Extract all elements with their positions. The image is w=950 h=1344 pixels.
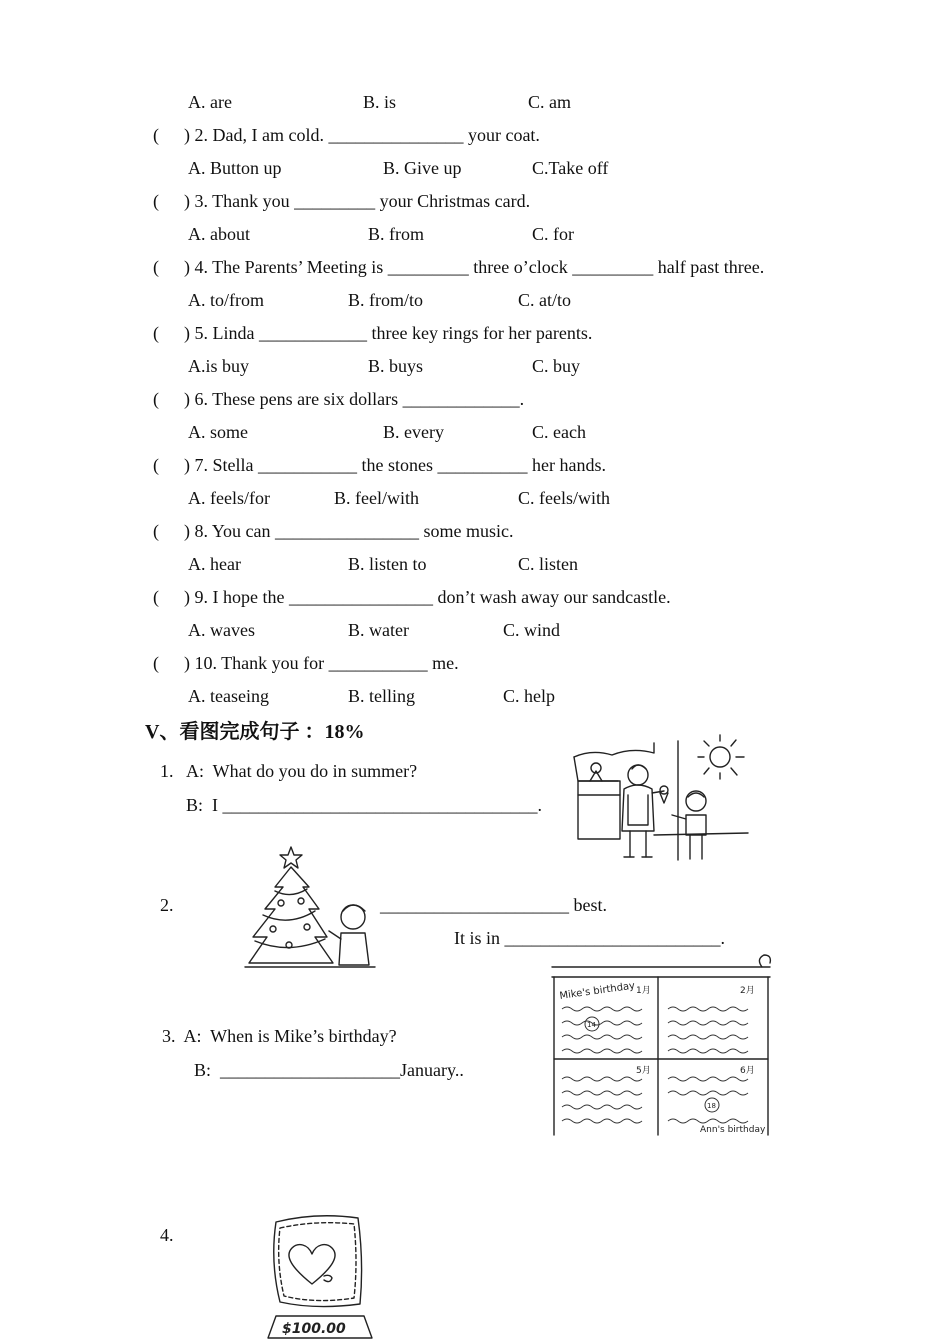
q10-option-c: C. help — [503, 686, 555, 706]
birthday-calendar-picture — [550, 955, 772, 1135]
q6-stem: ) 6. These pens are six dollars _____________. — [184, 389, 525, 409]
calendar-mike-label: Mike's birthday — [558, 980, 636, 1002]
q8-option-a: A. hear — [188, 554, 241, 574]
wallet-price-picture — [266, 1212, 376, 1342]
q2-option-b: B. Give up — [383, 158, 462, 178]
q7-option-b: B. feel/with — [334, 488, 419, 508]
q9-paren: ( — [153, 587, 159, 607]
q3-option-b: B. from — [368, 224, 424, 244]
q7-option-a: A. feels/for — [188, 488, 270, 508]
q1-option-c: C. am — [528, 92, 571, 112]
s5-q2-line1: _____________________ best. — [380, 895, 607, 915]
q5-option-c: C. buy — [532, 356, 581, 376]
q8-option-b: B. listen to — [348, 554, 427, 574]
q10-option-b: B. telling — [348, 686, 415, 706]
s5-q3-question: 3. A: When is Mike’s birthday? — [162, 1026, 397, 1046]
s5-q1-answer-line: B: I ___________________________________. — [186, 795, 543, 815]
calendar-month-6: 6月 — [740, 1066, 755, 1076]
q4-stem: ) 4. The Parents’ Meeting is _________ three o’clock _________ half past three. — [184, 257, 765, 277]
q5-option-b: B. buys — [368, 356, 424, 376]
q5-paren: ( — [153, 323, 159, 343]
q5-stem: ) 5. Linda ____________ three key rings for her parents. — [184, 323, 593, 343]
price-tag-label: $100.00 — [282, 1321, 346, 1337]
q1-option-a: A. are — [188, 92, 232, 112]
q6-option-b: B. every — [383, 422, 444, 442]
q4-option-b: B. from/to — [348, 290, 423, 310]
s5-q3-answer-line: B: ____________________January.. — [194, 1060, 464, 1080]
q2-option-c: C.Take off — [532, 158, 609, 178]
q6-paren: ( — [153, 389, 159, 409]
ice-cream-vendor-picture — [572, 735, 752, 865]
q9-option-b: B. water — [348, 620, 409, 640]
q6-option-c: C. each — [532, 422, 586, 442]
q3-stem: ) 3. Thank you _________ your Christmas card. — [184, 191, 531, 211]
s5-q2-number: 2. — [160, 895, 174, 915]
q10-option-a: A. teaseing — [188, 686, 269, 706]
calendar-mike-day: 14 — [587, 1021, 596, 1029]
q7-stem: ) 7. Stella ___________ the stones __________ her hands. — [184, 455, 606, 475]
q7-paren: ( — [153, 455, 159, 475]
calendar-month-2: 2月 — [740, 986, 755, 996]
q4-option-c: C. at/to — [518, 290, 571, 310]
q3-option-c: C. for — [532, 224, 574, 244]
q8-paren: ( — [153, 521, 159, 541]
calendar-month-5: 5月 — [636, 1066, 651, 1076]
q4-paren: ( — [153, 257, 159, 277]
q10-stem: ) 10. Thank you for ___________ me. — [184, 653, 459, 673]
s5-q2-line2: It is in ________________________. — [454, 928, 726, 948]
section-5-title: V、看图完成句子 ：18% — [145, 721, 365, 743]
s5-q4-number: 4. — [160, 1225, 174, 1245]
q8-stem: ) 8. You can ________________ some music. — [184, 521, 514, 541]
q3-paren: ( — [153, 191, 159, 211]
q9-option-a: A. waves — [188, 620, 255, 640]
q6-option-a: A. some — [188, 422, 248, 442]
q3-option-a: A. about — [188, 224, 250, 244]
q2-stem: ) 2. Dad, I am cold. _______________ your coat. — [184, 125, 540, 145]
calendar-ann-day: 18 — [707, 1102, 716, 1110]
q10-paren: ( — [153, 653, 159, 673]
calendar-ann-label: Ann's birthday — [700, 1125, 766, 1135]
q1-option-b: B. is — [363, 92, 397, 112]
q2-option-a: A. Button up — [188, 158, 282, 178]
q9-stem: ) 9. I hope the ________________ don’t wash away our sandcastle. — [184, 587, 671, 607]
s5-q1-question: 1. A: What do you do in summer? — [160, 761, 418, 781]
q7-option-c: C. feels/with — [518, 488, 610, 508]
q5-option-a: A.is buy — [188, 356, 250, 376]
q2-paren: ( — [153, 125, 159, 145]
q8-option-c: C. listen — [518, 554, 579, 574]
q4-option-a: A. to/from — [188, 290, 264, 310]
calendar-month-1: 1月 — [636, 986, 651, 996]
q9-option-c: C. wind — [503, 620, 561, 640]
christmas-tree-picture — [245, 845, 380, 975]
